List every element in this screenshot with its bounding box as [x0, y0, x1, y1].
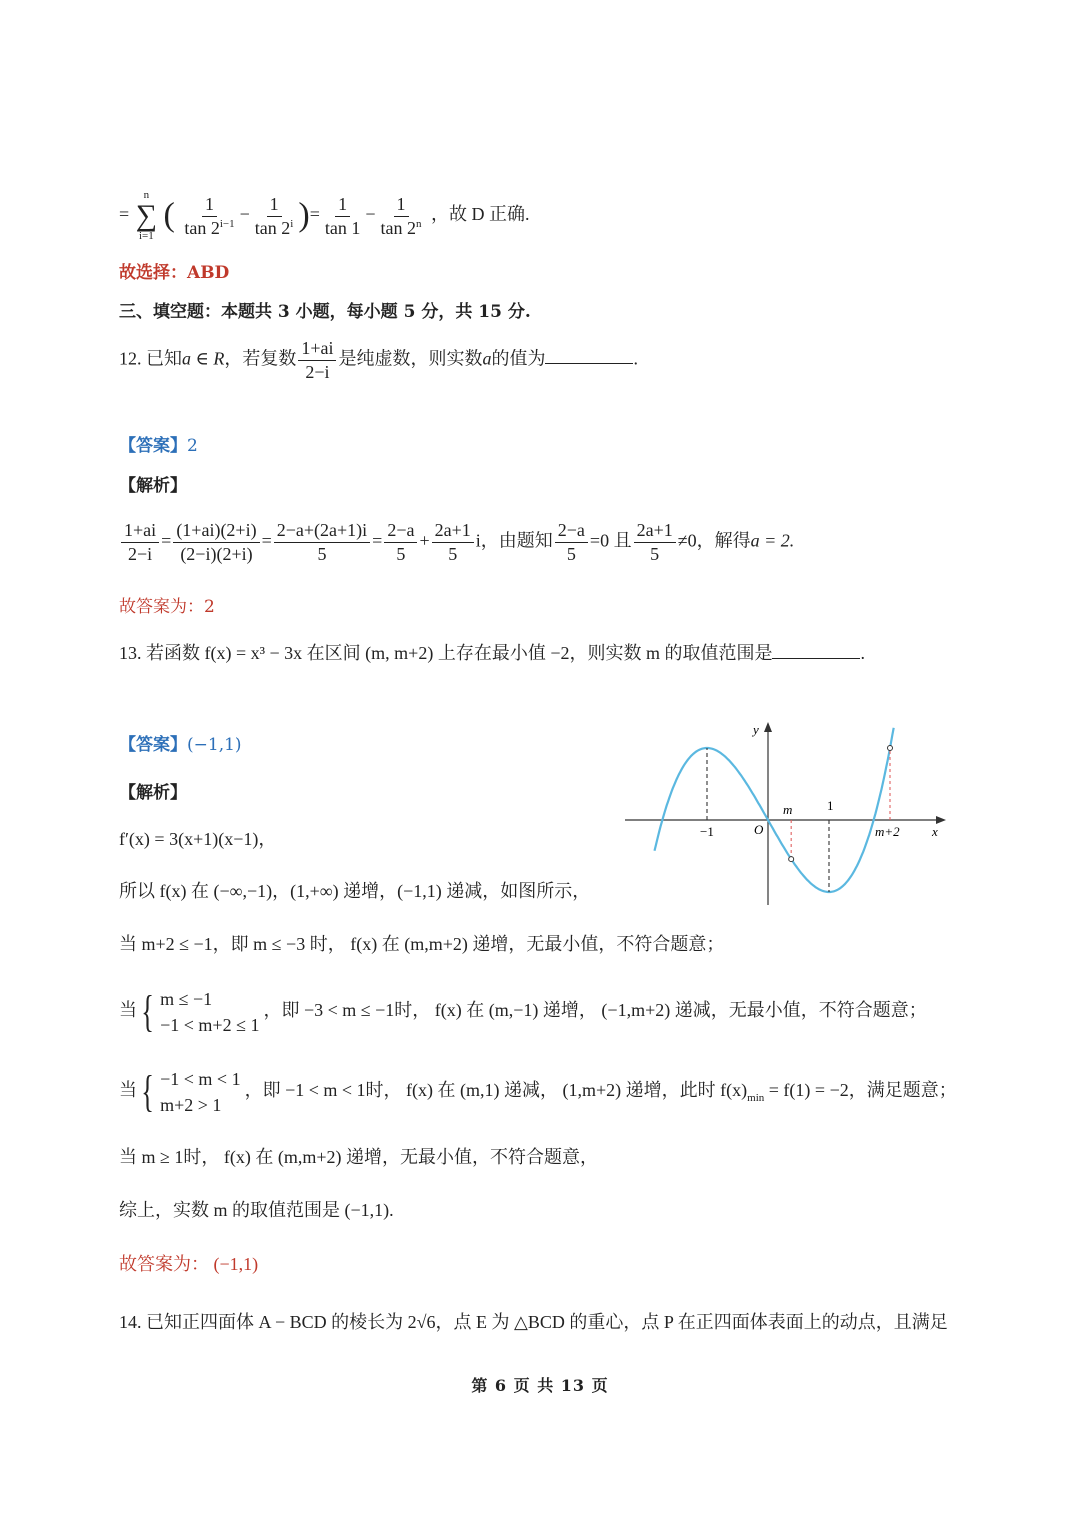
summation: n ∑ i=1 — [135, 189, 158, 242]
fraction-2: $\frac{1}{\tan 2^i}$ — [254, 193, 294, 238]
y-axis-label: y — [753, 722, 759, 737]
origin-label: O — [754, 822, 764, 837]
cubic-function-graph — [620, 720, 950, 910]
q13-case-2: 当 { m ≤ −1 −1 < m+2 ≤ 1 ，即 −3 < m ≤ −1时， f(x) 在 (m,−1) 递增， (−1,m+2) 递减，无最小值，不符合题意； — [119, 987, 927, 1037]
y-axis-arrow — [764, 722, 772, 732]
q13-summary: 综上，实数 m 的取值范围是 (−1,1). — [119, 1200, 394, 1220]
fraction-3: $\frac{1}{\tan 1}$ — [324, 193, 361, 238]
q12-answer: 【答案】2 — [119, 436, 198, 456]
page-footer: 第 6 页 共 13 页 — [471, 1376, 609, 1395]
q13-case-3: 当 { −1 < m < 1 m+2 > 1 ，即 −1 < m < 1时， f(x) 在 (m,1) 递减， (1,m+2) 递增，此时 $f(x)_{min} = f(1) = -2$，满足题意； — [119, 1067, 957, 1117]
q14-question: 14. 已知正四面体 A − BCD 的棱长为 2√6，点 E 为 △BCD 的重心，点 P 在正四面体表面上的动点，且满足 — [119, 1312, 948, 1332]
fraction-4: $\frac{1}{\tan 2^n}$ — [380, 193, 422, 238]
sum-formula-line: = n ∑ i=1 ( $\frac{1}{\tan 2^{i-1}}$ − $\frac{1}{\tan 2^i}$ )= $\frac{1}{\tan 1}$ − $\frac{1}{\tan 2^n}$ ，故 D 正确. — [119, 189, 530, 242]
q12-final-answer: 故答案为：2 — [119, 597, 215, 617]
section-3-title: 三、填空题：本题共 3 小题，每小题 5 分，共 15 分. — [119, 302, 531, 322]
x-axis-arrow — [936, 816, 946, 824]
q13-question: 13. 若函数 f(x) = x³ − 3x 在区间 (m, m+2) 上存在最小值 −2，则实数 m 的取值范围是 . — [119, 643, 865, 663]
q12-work: $\frac{1+ai}{2-i}$ = $\frac{(1+ai)(2+i)}{(2-i)(2+i)}$ = $\frac{2-a+(2a+1)i}{5}$ = $\frac{2-a}{5}$ + $\frac{2a+1}{5}$ i，由题知 $\frac{2-a}{5}$ =0 且 $\frac{2a+1}{5}$ ≠0，解得a = 2. — [119, 520, 794, 564]
q12-analysis-label: 【解析】 — [119, 476, 187, 496]
q13-derivative: f′(x) = 3(x+1)(x−1)， — [119, 829, 277, 849]
q13-analysis-label: 【解析】 — [119, 783, 187, 803]
q13-monotonicity: 所以 f(x) 在 (−∞,−1)，(1,+∞) 递增，(−1,1) 递减，如图所示， — [119, 881, 591, 901]
q13-case-4: 当 m ≥ 1时， f(x) 在 (m,m+2) 递增，无最小值，不符合题意， — [119, 1147, 599, 1167]
tick-label-m2: m+2 — [875, 824, 900, 839]
fraction-1: $\frac{1}{\tan 2^{i-1}}$ — [184, 193, 235, 238]
point-m2 — [888, 746, 893, 751]
tick-label-neg1: −1 — [700, 824, 714, 839]
equals-sign: = — [119, 204, 130, 225]
cubic-curve — [655, 728, 894, 892]
q13-case-1: 当 m+2 ≤ −1，即 m ≤ −3 时， f(x) 在 (m,m+2) 递增，无最小值，不符合题意； — [119, 934, 725, 954]
point-m — [789, 857, 794, 862]
answer-blank — [545, 349, 633, 364]
tick-label-1: 1 — [827, 798, 834, 813]
tick-label-m: m — [783, 802, 793, 817]
sum-upper-limit: n — [143, 189, 150, 201]
q13-final-answer: 故答案为： (−1,1) — [119, 1254, 259, 1274]
answer-blank — [772, 644, 860, 659]
q13-answer: 【答案】(−1,1) — [119, 735, 242, 755]
sum-lower-limit: i=1 — [138, 230, 154, 242]
x-axis-label: x — [932, 824, 938, 839]
conclusion-text: ，故 D 正确. — [431, 204, 530, 225]
q11-choice: 故选择：ABD — [119, 263, 230, 283]
q12-question: 12. 已知a ∈ R，若复数 $\frac{1+ai}{2-i}$ 是纯虚数，则实数a的值为 . — [119, 338, 638, 382]
